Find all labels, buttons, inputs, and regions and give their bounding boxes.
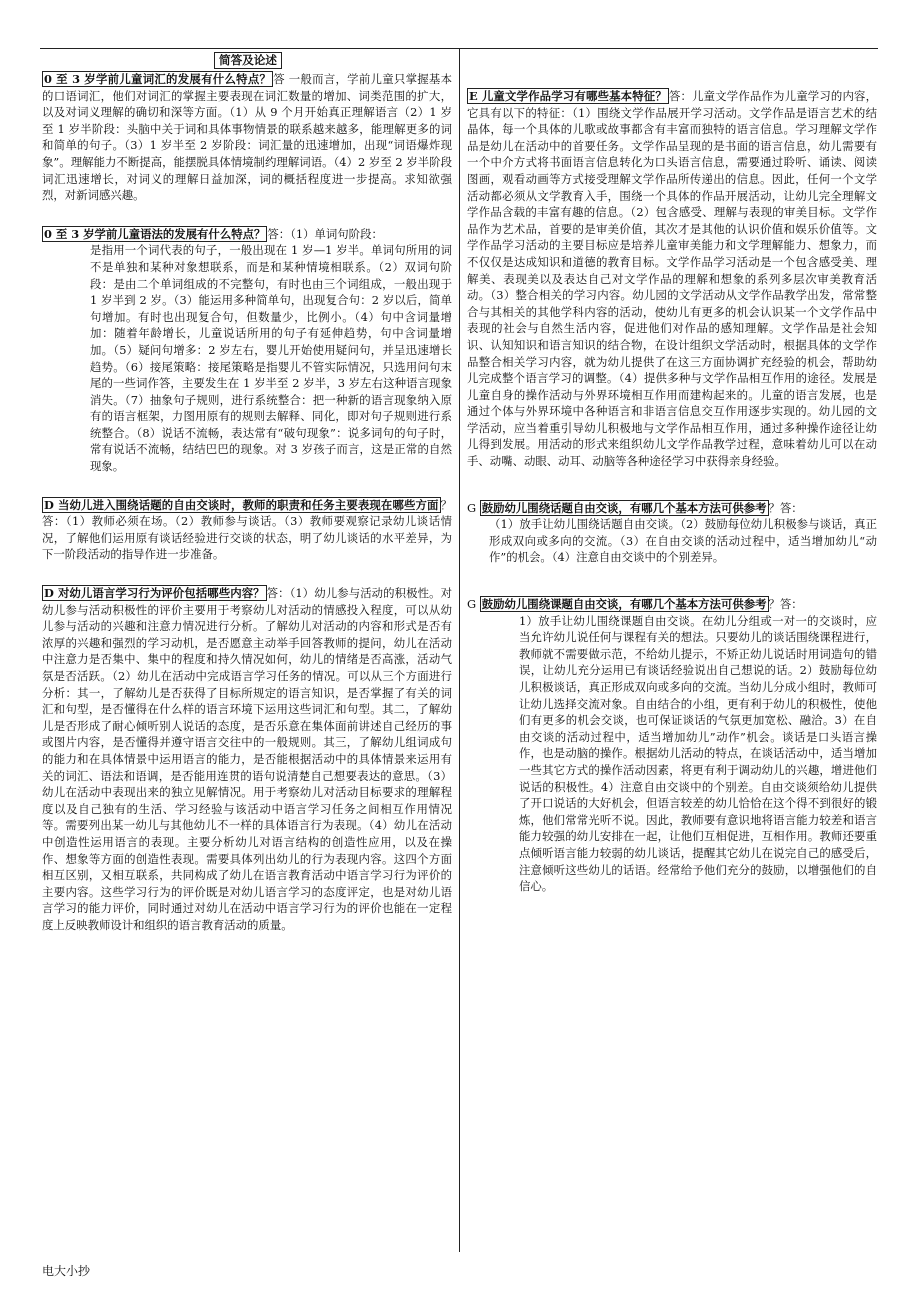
answer-text: 是指用一个词代表的句子，一般出现在 1 岁—1 岁半。单词句所用的词不是单独和某种对象想联系，而是和某种情境相联系。（2）双词句阶段：是由二个单词组成的不完整句，有时也由三个词组成，一般出现于 1 岁半到 2 岁。（3）能运用多种简单句，出现复合句：2 岁以后，简单句增加。有时也出现复合句，但数量少，比例小。（4）句中含词量增加：随着年龄增长，儿童说话所用的句子有延伸趋势，句中含词量增加。（5）疑问句增多：2 岁左右，婴儿开始使用疑问句，并呈迅速增长趋势。（6）接尾策略：接尾策略是指婴儿不管实际情况，只选用问句末尾的一些词作答，主要发生在 1 岁半至 2 岁半，3 岁左右这种语言现象消失。（7）抽象句子规则，进行系统整合：把一种新的语言现象纳入原有的语言框架，力图用原有的规则去解释、同化，即对句子规则进行系统整合。（8）说话不流畅，表达常有“破句现象”：说多词句的句子时，常有说话不流畅，结结巴巴的现象。对 3 岁孩子而言，这是正常的自然现象。 (90, 243, 452, 474)
answer-text: 答：（1）幼儿参与活动的积极性。对幼儿参与活动积极性的评价主要用于考察幼儿对活动的情感投入程度，可以从幼儿参与活动的兴趣和注意力情况进行分析。了解幼儿对活动的内容和形式是否有浓厚的兴趣和强烈的学习动机，是否愿意主动举手回答教师的提问，幼儿在活动中注意力是否集中、集中的程度和持久情况如何，幼儿的情绪是否高涨，活动气氛是否活跃。（2）幼儿在活动中完成语言学习任务的情况。可以从三个方面进行分析：其一，了解幼儿是否获得了目标所规定的语言知识，是否掌握了有关的词汇和句型，是否懂得在什么样的语言环境下运用这些词汇和句型。其二，了解幼儿是否形成了耐心倾听别人说话的态度，是否乐意在集体面前讲述自己经历的事或图片内容，是否懂得并遵守语言交往中的一般规则。其三，了解幼儿组词成句的能力和在具体情景中运用语言的能力，是否能根据活动中的具体情景来运用有关的词汇、语法和语调，是否能用连贯的语句说清楚自己想要表达的意思。（3）幼儿在活动中表现出来的独立见解情况。用于考察幼儿对活动目标要求的理解程度以及自己独有的生活、学习经验与该活动中语言学习任务之间相互作用情况等。需要列出某一幼儿与其他幼儿不一样的具体语言行为表现。（4）幼儿在活动中创造性运用语言的表现。主要分析幼儿对语言结构的创造性应用，以及在操作、想象等方面的创造性表现。需要具体列出幼儿的行为表现内容。这四个方面相互区别，又相互联系，共同构成了幼儿在语言教育活动中语言学习行为评价的主要内容。这些学习行为的评价既是对幼儿语言学习的态度评定，也是对幼儿语言学习的能力评价，同时通过对幼儿在活动中语言学习行为的评价也能在一定程度上反映教师设计和组织的语言教育活动的质量。 (42, 586, 452, 932)
question-heading: 0 至 3 岁学前儿童词汇的发展有什么特点？ (44, 72, 272, 86)
answer-lead: ？答： (768, 597, 803, 612)
answer-text: 答 一般而言，学前儿童只掌握基本的口语词汇，他们对词汇的掌握主要表现在词汇数量的增加、词类范围的扩大，以及对词义理解的确切和深等方面。（1）从 9 个月开始真正理解语言（2）1 岁至 1 岁半阶段：头脑中关于词和具体事物情景的联系越来越多，能理解更多的词和简单的句子。（3）1 岁半至 2 岁阶段：词汇量的迅速增加，出现“词语爆炸现象”。理解能力不断提高，能摆脱具体情境制约理解词语。（4）2 岁至 2 岁半阶段词汇迅速增长，对词义的理解日益加深，词的概括程度进一步提高。求知欲强烈，对新词感兴趣。 (42, 72, 453, 203)
qa-item-literature (467, 88, 877, 470)
question-prefix: G (467, 597, 477, 612)
question-prefix: G (467, 500, 477, 515)
question-heading: D 当幼儿进入围绕话题的自由交谈时，教师的职责和任务主要表现在哪些方面 (44, 497, 439, 512)
section-title: 简答及论述 (214, 52, 282, 69)
answer-lead: 答：（1）单词句阶段： (267, 226, 383, 241)
question-heading: E 儿童文学作品学习有哪些基本特征？ (469, 89, 667, 103)
page-footer: 电大小抄 (42, 1264, 91, 1278)
question-heading: D 对幼儿语言学习行为评价包括哪些内容？ (44, 586, 265, 601)
qa-item-vocabulary (42, 71, 452, 204)
left-column (42, 52, 452, 956)
qa-item-teacher-duties (42, 497, 452, 563)
answer-text: （1）放手让幼儿围绕话题自由交谈。（2）鼓励每位幼儿积极参与谈话，真正形成双向或多向的交流。（3）在自由交谈的活动过程中，适当增加幼儿“动作”的机会。（4）注意自由交谈中的个别差异。 (489, 517, 877, 565)
right-column (467, 88, 877, 917)
qa-item-grammar (42, 226, 452, 475)
answer-text: 答：儿童文学作品作为儿童学习的内容，它具有以下的特征：（1）围绕文学作品展开学习活动。文学作品是语言艺术的结晶体，每一个具体的儿歌或故事都含有丰富而独特的语言信息。学习理解文学作品是幼儿在活动中的首要任务。文学作品呈现的是书面的语言信息，幼儿需要有一个中介方式将书面语言信息转化为口头语言信息，需要通过聆听、诵读、阅读图画，观看动画等方式接受理解文学作品所传递出的信息。因此，任何一个文学活动都必须从文学教育入手，围绕一个具体的作品开展活动，让幼儿完全理解文学作品含载的丰富有趣的信息。（2）包含感受、理解与表现的审美目标。文学作品作为艺术品，首要的是审美价值，其次才是其他的认识价值和娱乐价值等。文学作品学习活动的主要目标应是培养儿童审美能力和文学理解能力、想象力，而不仅仅是达成知识和道德的教育目标。文学作品学习活动是一个包含感受美、理解美、表现美以及表达自己对文学作品的理解和想象的系列多层次审美教育活动。（3）整合相关的学习内容。幼儿园的文学活动从文学作品教学出发，常常整合与其相关的其他学科内容的活动，使幼儿有更多的机会认识某一个文学作品中表现的社会与自然生活内容，促进他们对作品的感知理解。文学作品是社会知识、认知知识和语言知识的结合物，在设计组织文学活动时，根据具体的文学作品整合相关学习内容，就为幼儿提供了在这三方面协调扩充经验的机会，帮助幼儿完成整个语言学习的调整。（4）提供多种与文学作品相互作用的途径。发展是儿童自身的操作活动与外界环境相互作用而建构起来的。儿童的语言发展，也是通过个体与外界环境中各种语言和非语言信息交互作用逐步实现的。幼儿园的文学活动，应当着重引导幼儿积极地与文学作品相互作用，通过多种操作途径让幼儿得到发展。用活动的形式来组织幼儿文学作品教学过程，意味着幼儿可以在动手、动嘴、动眼、动耳、动脑等各种途径学习中获得亲身经验。 (467, 89, 877, 469)
qa-item-topic-talk (467, 500, 877, 566)
answer-text: 1）放手让幼儿围绕课题自由交谈。在幼儿分组或一对一的交谈时，应当允许幼儿说任何与课程有关的想法。只要幼儿的谈话围绕课程进行，教师就不需要做示范，不给幼儿提示，不矫正幼儿说话时用词造句的错误，让幼儿充分运用已有谈话经验说出自己想说的话。2）鼓励每位幼儿积极谈话，真正形成双向或多向的交流。当幼儿分成小组时，教师可让幼儿选择交流对象。自由结合的小组，更有利于幼儿的积极性，使他们有更多的机会交谈，也可保证谈话的气氛更加宽松、融洽。3）在自由交谈的活动过程中，适当增加幼儿”动作”机会。谈话是口头语言操作，也是动脑的操作。根据幼儿活动的特点，在谈话活动中，适当增加一些其它方式的操作活动因素，将更有利于调动幼儿的兴趣，增进他们说话的积极性。4）注意自由交谈中的个别差。自由交谈须给幼儿提供了开口说话的大好机会，但语言较差的幼儿恰恰在这个得不到很好的锻炼，他们常常光听不说。因此，教师要有意识地将语言能力较差和语言能力较强的幼儿安排在一起，让他们互相促进，互相作用。教师还要重点倾听语言能力较弱的幼儿谈话，提醒其它幼儿在说完自己的感受后，注意倾听这些幼儿的话语。经常给予他们充分的鼓励，以增强他们的自信心。 (519, 613, 877, 894)
question-heading: 0 至 3 岁学前儿童语法的发展有什么特点？ (44, 226, 266, 241)
qa-item-evaluation (42, 585, 452, 933)
column-divider (459, 48, 460, 1252)
answer-text: ？答：（1）教师必须在场。（2）教师参与谈话。（3）教师要观察记录幼儿谈话情况，了解他们运用原有谈话经验进行交谈的状态，明了幼儿谈话的水平差异，为下一阶段活动的指导作进一步准备。 (42, 497, 452, 562)
qa-item-subject-talk (467, 596, 877, 895)
answer-lead: ？答： (768, 500, 803, 515)
question-heading: 鼓励幼儿围绕话题自由交谈，有哪几个基本方法可供参考 (481, 500, 767, 515)
question-heading: 鼓励幼儿围绕课题自由交谈，有哪几个基本方法可供参考 (481, 597, 767, 612)
